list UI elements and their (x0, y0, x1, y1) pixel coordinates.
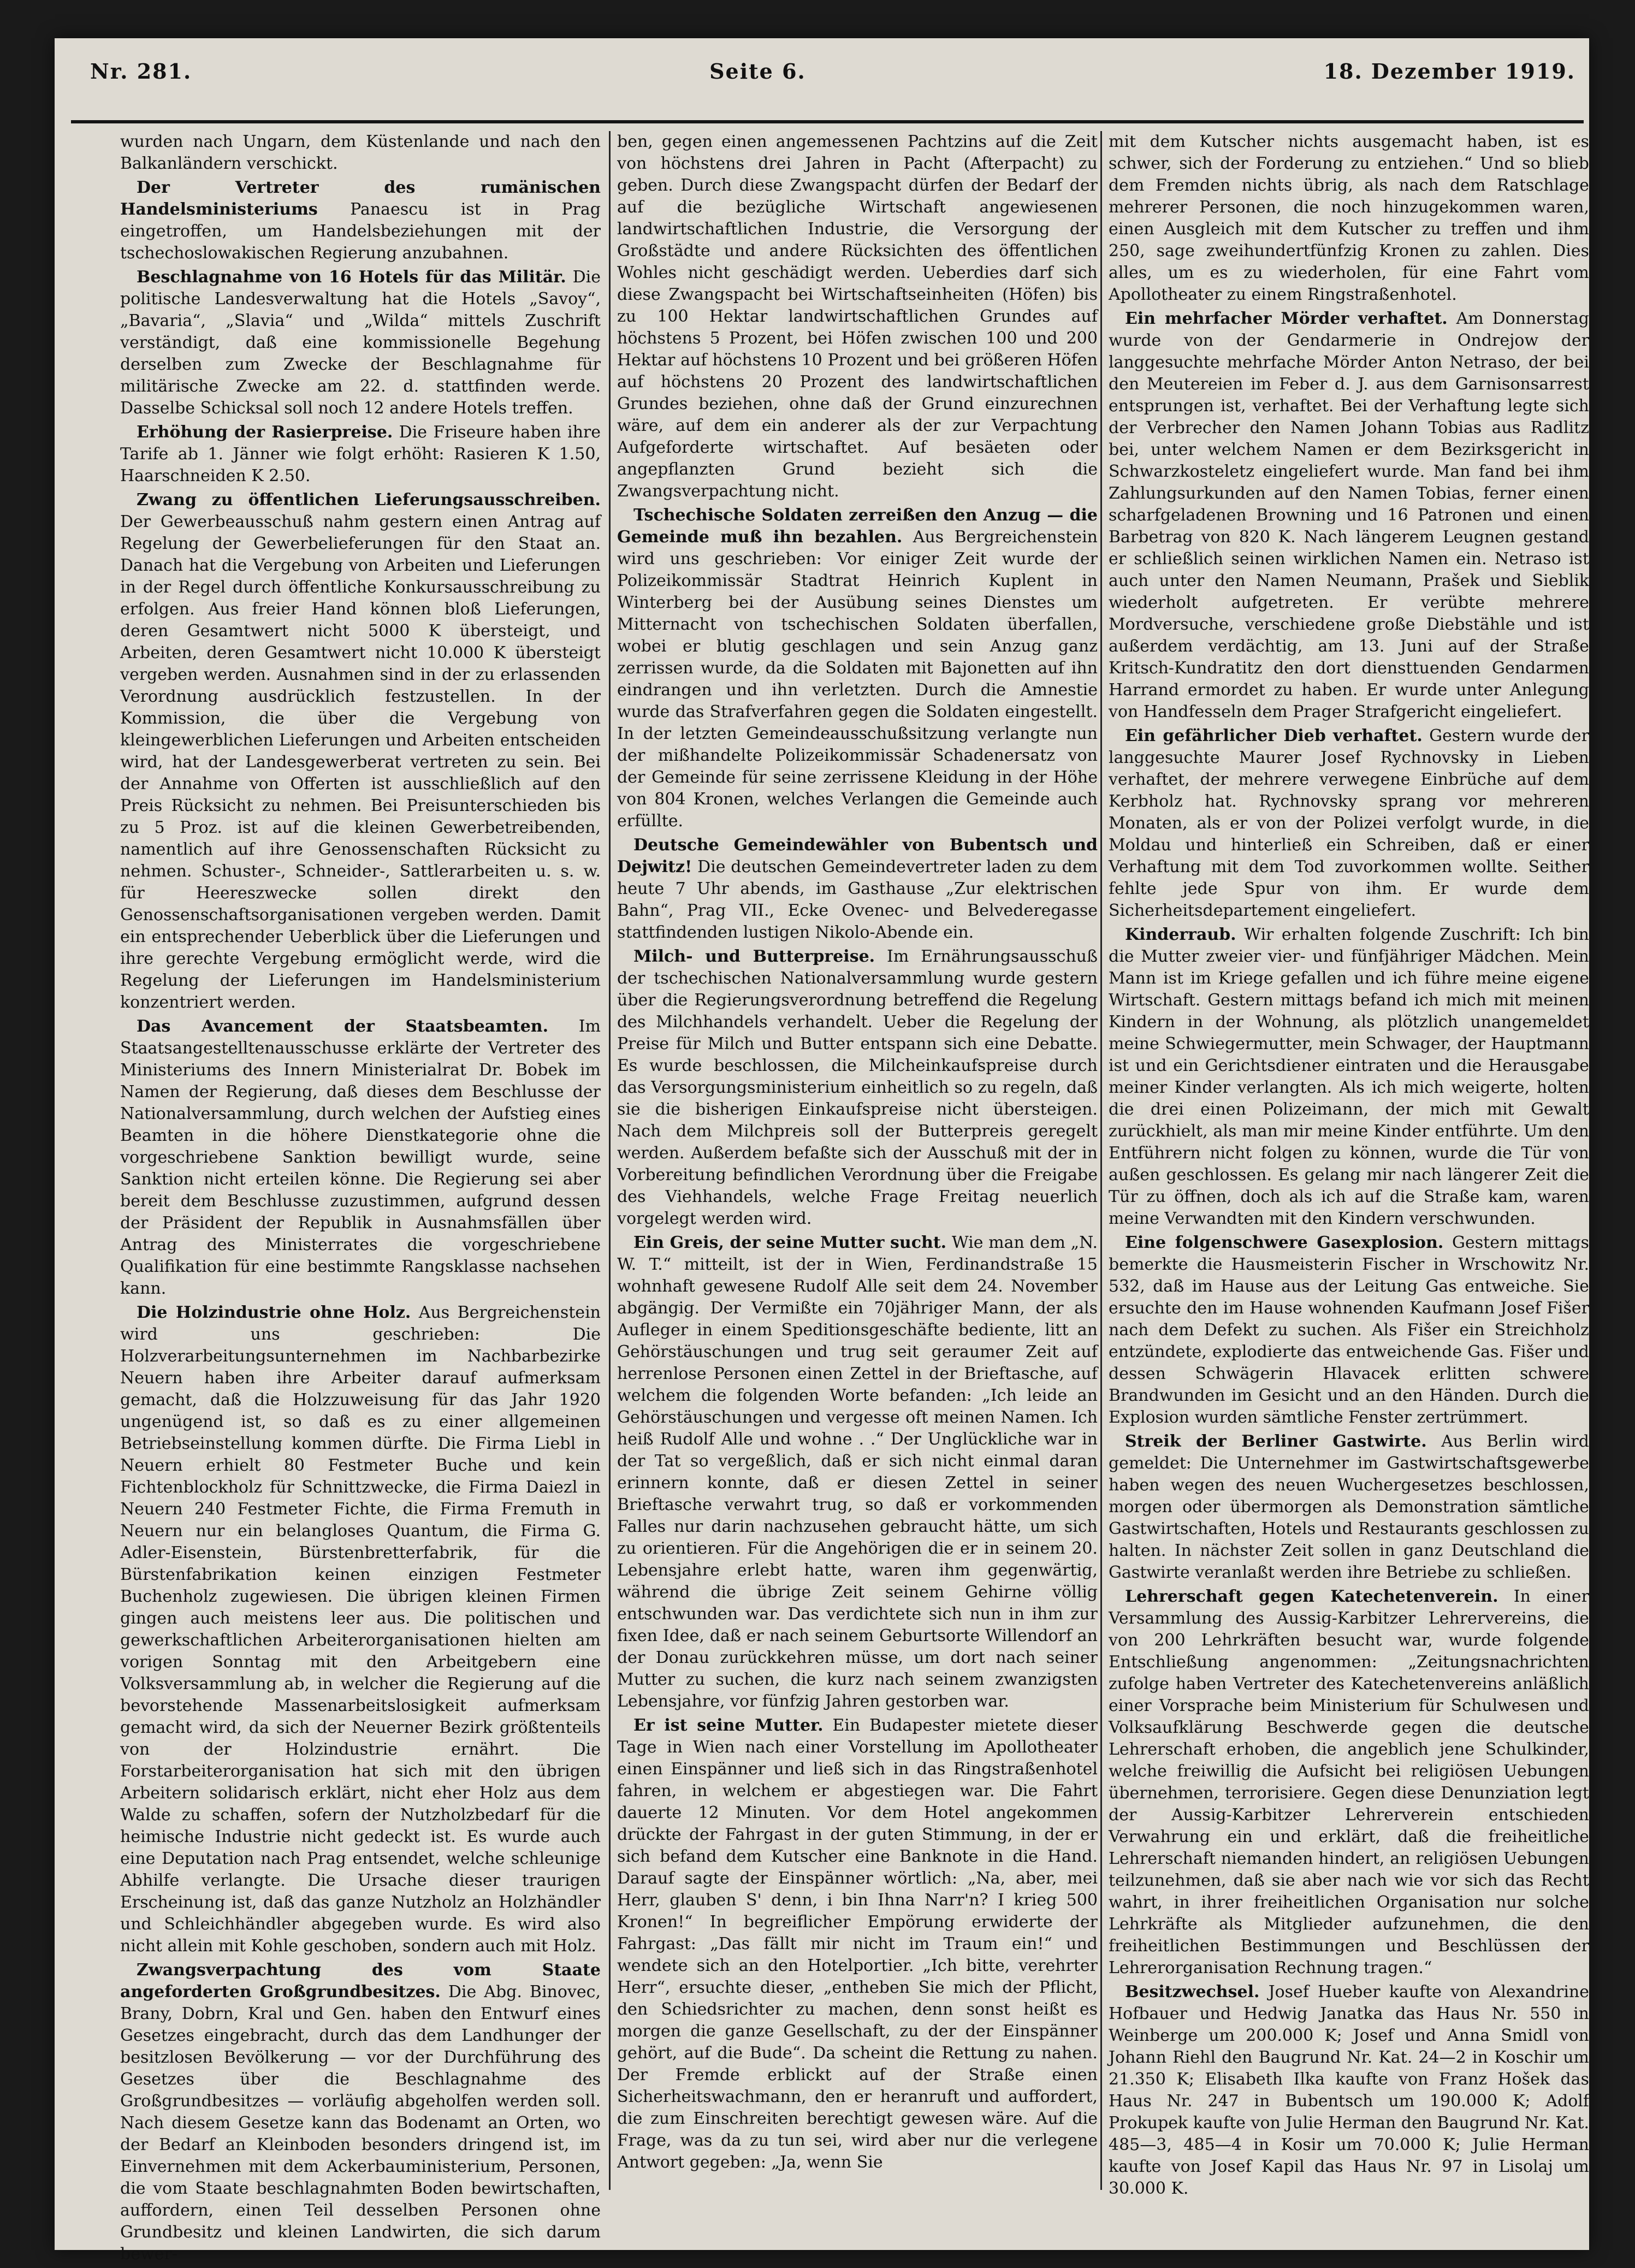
article-headline: Tschechische Soldaten zerreißen den Anzug — die Gemeinde muß ihn bezahlen. (617, 506, 1098, 547)
column-divider (609, 131, 611, 2190)
article-headline: Streik der Berliner Gastwirte. (1125, 1432, 1427, 1451)
column-divider (1100, 131, 1102, 2190)
article-column-2 (617, 131, 1098, 2190)
article-text: Aus Bergreichenstein wird uns geschrieben: Vor einiger Zeit wurde der Polizeikommissär Stadtrat Heinrich Kuplent in Winterberg bei der Ausübung seines Dienstes um Mitternacht von tschechischen Soldaten überfallen, wobei er blutig geschlagen und sein Anzug ganz zerrissen wurde, da die Soldaten mit Bajonetten auf ihn eindrangen und ihn verletzten. Durch die Amnestie wurde das Strafverfahren gegen die Soldaten eingestellt. In der letzten Gemeindeausschußsitzung verlangte nun der mißhandelte Polizeikommissär Schadenersatz von der Gemeinde für seine zerrissene Kleidung in der Höhe von 804 Kronen, welches Verlangen die Gemeinde auch erfüllte. (617, 528, 1098, 831)
article-text: Die politische Landesverwaltung hat die Hotels „Savoy“, „Bavaria“, „Slavia“ und „Wilda“ mittels Zuschrift verständigt, daß eine kommissionelle Begehung derselben zum Zwecke der Beschlagnahme für militärische Zwecke am 22. d. stattfinden werde. Dasselbe Schicksal soll noch 12 andere Hotels treffen. (120, 268, 601, 418)
article-text: In einer Versammlung des Aussig-Karbitzer Lehrervereins, die von 200 Lehrkräften besucht war, wurde folgende Entschließung angenommen: „Zeitungsnachrichten zufolge haben Vertreter des Katechetenvereins anläßlich einer Vorsprache beim Ministerium für Schulwesen und Volksaufklärung Beschwerde gegen die deutsche Lehrerschaft erhoben, die angeblich jene Schulkinder, welche freiwillig die Aufsicht bei religiösen Uebungen übernehmen, terrorisiere. Gegen diese Denunziation legt der Aussig-Karbitzer Lehrerverein entschieden Verwahrung ein und erklärt, daß die freiheitliche Lehrerschaft niemanden hindert, an religiösen Uebungen teilzunehmen, daß sie aber nach wie vor sich das Recht wahrt, in ihrer freiheitlichen Organisation nur solche Lehrkräfte als Mitglieder aufzunehmen, die den freiheitlichen Bestimmungen und Beschlüssen der Lehrerorganisation Rechnung tragen.“ (1109, 1587, 1589, 1977)
article-paragraph (1109, 1232, 1589, 1429)
article-paragraph (1109, 308, 1589, 723)
article-headline: Eine folgenschwere Gasexplosion. (1125, 1233, 1444, 1252)
article-headline: Beschlagnahme von 16 Hotels für das Militär. (137, 268, 566, 287)
article-paragraph (617, 946, 1098, 1230)
article-paragraph (617, 1232, 1098, 1713)
article-headline: Lehrerschaft gegen Katechetenverein. (1125, 1587, 1498, 1606)
article-headline: Er ist seine Mutter. (633, 1716, 824, 1735)
article-headline: Die Holzindustrie ohne Holz. (137, 1303, 411, 1322)
article-headline: Das Avancement der Staatsbeamten. (137, 1017, 549, 1036)
article-text: Die Abg. Binovec, Brany, Dobrn, Kral und Gen. haben den Entwurf eines Gesetzes eingebracht, durch das dem Landhunger der besitzlosen Bevölkerung — vor der Durchführung des Gesetzes über die Beschlagnahme des Großgrundbesitzes — vorläufig abgeholfen werden soll. Nach diesem Gesetze kann das Bodenamt an Orten, wo der Bedarf an Kleinboden besonders dringend ist, im Einvernehmen mit dem Ackerbauministerium, Personen, die vom Staate beschlagnahmten Boden bewirtschaften, auffordern, einen Teil desselben Personen ohne Grundbesitz und kleinen Landwirten, die sich darum bewer- (120, 1982, 601, 2264)
article-paragraph (1109, 924, 1589, 1230)
article-text: Die Friseure haben ihre Tarife ab 1. Jänner wie folgt erhöht: Rasieren K 1.50, Haarschneiden K 2.50. (120, 423, 601, 485)
article-paragraph (1109, 1981, 1589, 2200)
header-rule (71, 120, 1584, 123)
article-text: Josef Hueber kaufte von Alexandrine Hofbauer und Hedwig Janatka das Haus Nr. 550 in Weinberge um 200.000 K; Josef und Anna Smidl von Johann Riehl den Baugrund Nr. Kat. 24—2 in Koschir um 21.350 K; Elisabeth Ilka kaufte von Franz Hošek das Haus Nr. 247 in Bubentsch um 190.000 K; Adolf Prokupek kaufte von Julie Herman den Baugrund Nr. Kat. 485—3, 485—4 in Kosir um 70.000 K; Julie Herman kaufte von Josef Kapil das Haus Nr. 97 in Lisolaj um 30.000 K. (1109, 1982, 1589, 2198)
article-text: Wie man dem „N. W. T.“ mitteilt, ist der in Wien, Ferdinandstraße 15 wohnhaft gewesene Rudolf Alle seit dem 24. November abgängig. Der Vermißte ein 70jähriger Mann, der als Aufleger in einem Speditionsgeschäfte bediente, litt an Gehörstäuschungen und trug seit geraumer Zeit auf herrenlose Personen einen Zettel in der Brieftasche, auf welchem die folgenden Worte befanden: „Ich leide an Gehörstäuschungen und vergesse oft meinen Namen. Ich heiß Rudolf Alle und wohne . .“ Der Unglückliche war in der Tat so vergeßlich, daß er sich nicht einmal daran erinnern konnte, daß er diesen Zettel in seiner Brieftasche verwahrt trug, so daß er vorkommenden Falles nur darin nachzusehen gebraucht hätte, um sich zu orientieren. Für die Angehörigen die er in seinem 20. Lebensjahre erlebt hatte, waren ihm gegenwärtig, während die übrige Zeit seinem Gehirne völlig entschwunden war. Das verdichtete sich nun in ihm zur fixen Idee, daß er nach seinem Geburtsorte Willendorf an der Donau zurückkehren müsse, um dort nach seiner Mutter zu suchen, die kurz nach seinem zwanzigsten Lebensjahre, vor fünfzig Jahren gestorben war. (617, 1233, 1098, 1711)
article-text: Ein Budapester mietete dieser Tage in Wien nach einer Vorstellung im Apollotheater einen Einspänner und ließ sich in das Ringstraßenhotel fahren, in welchem er abgestiegen war. Die Fahrt dauerte 12 Minuten. Vor dem Hotel angekommen drückte der Fahrgast in der guten Stimmung, in der er sich befand dem Kutscher eine Banknote in die Hand. Darauf sagte der Einspänner wörtlich: „Na, aber, mei Herr, glauben S' denn, i bin Ihna Narr'n? I krieg 500 Kronen!“ In begreiflicher Empörung erwiderte der Fahrgast: „Das fällt mir nicht im Traum ein!“ und wendete sich an den Hotelportier. „Ich bitte, verehrter Herr“, ersuchte dieser, „entheben Sie mich der Pflicht, den Schiedsrichter zu machen, denn sonst heißt es morgen die ganze Gesellschaft, zu der der Einspänner gehört, auf die Bude“. Da scheint die Rettung zu nahen. Der Fremde erblickt auf der Straße einen Sicherheitswachmann, den er heranruft und auffordert, die zum Einschreiten berechtigt gewesen wäre. Auf die Frage, was da zu tun sei, wird aber nur die verlegene Antwort gegeben: „Ja, wenn Sie (617, 1716, 1098, 2172)
article-paragraph (1109, 1586, 1589, 1979)
article-text: Aus Bergreichenstein wird uns geschrieben: Die Holzverarbeitungsunternehmen im Nachbarbezirke Neuern haben ihre Arbeiter darauf aufmerksam gemacht, daß die Holzzuweisung für das Jahr 1920 ungenügend ist, so daß es zu einer allgemeinen Betriebseinstellung kommen dürfte. Die Firma Liebl in Neuern erhielt 80 Festmeter Buche und kein Fichtenblockholz für Schnittzwecke, die Firma Daiezl in Neuern 240 Festmeter Fichte, die Firma Fremuth in Neuern nur ein belangloses Quantum, die Firma G. Adler-Eisenstein, Bürstenbretterfabrik, für die Bürstenfabrikation keinen einzigen Festmeter Buchenholz zugewiesen. Die übrigen kleinen Firmen gingen auch meistens leer aus. Die politischen und gewerkschaftlichen Arbeiterorganisationen hielten am vorigen Sonntag mit den Arbeitgebern eine Volksversammlung ab, in welcher die Regierung auf die bevorstehende Massenarbeitslosigkeit aufmerksam gemacht wird, da sich der Neuerner Bezirk größtenteils von der Holzindustrie ernährt. Die Forstarbeiterorganisation hat sich mit den übrigen Arbeitern solidarisch erklärt, nicht eher Holz aus dem Walde zu schaffen, sofern der Nutzholzbedarf für die heimische Industrie nicht gedeckt ist. Es wurde auch eine Deputation nach Prag entsendet, welche schleunige Abhilfe verlangte. Die Ursache dieser traurigen Erscheinung ist, daß das ganze Nutzholz an Holzhändler und Schleichhändler abgegeben wurde. Es wird also nicht allein mit Kohle geschoben, sondern auch mit Holz. (120, 1303, 601, 1956)
article-text: Panaescu ist in Prag eingetroffen, um Handelsbeziehungen mit der tschechoslowakischen Regierung anzubahnen. (120, 200, 601, 263)
article-paragraph (120, 1016, 601, 1300)
article-headline: Deutsche Gemeindewähler von Bubentsch und Dejwitz! (617, 836, 1098, 877)
article-text: Der Gewerbeausschuß nahm gestern einen Antrag auf Regelung der Gewerbelieferungen für den Staat an. Danach hat die Vergebung von Arbeiten und Lieferungen in der Regel durch öffentliche Konkursausschreibung zu erfolgen. Aus freier Hand können bloß Lieferungen, deren Gesamtwert nicht 5000 K übersteigt, und Arbeiten, deren Gesamtwert nicht 10.000 K übersteigt vergeben werden. Ausnahmen sind in der zu erlassenden Verordnung ausdrücklich festzustellen. In der Kommission, die über die Vergebung von kleingewerblichen Lieferungen und Arbeiten entscheiden wird, hat der Landesgewerberat vertreten zu sein. Bei der Annahme von Offerten ist ausschließlich auf den Preis Rücksicht zu nehmen. Bei Preisunterschieden bis zu 5 Proz. ist auf die kleinen Gewerbetreibenden, namentlich auf ihre Genossenschaften Rücksicht zu nehmen. Schuster-, Schneider-, Sattlerarbeiten u. s. w. für Heereszwecke sollen direkt den Genossenschaftsorganisationen vergeben werden. Damit ein entsprechender Ueberblick über die Lieferungen und ihre gerechte Vergebung ermöglicht werde, wird die Regelung der Lieferungen im Handelsministerium konzentriert werden. (120, 512, 601, 1012)
article-headline: Milch- und Butterpreise. (633, 947, 875, 966)
article-headline: Ein gefährlicher Dieb verhaftet. (1125, 726, 1423, 745)
article-text: Im Staatsangestelltenausschusse erklärte der Vertreter des Ministeriums des Innern Ministerialrat Dr. Bobek im Namen der Regierung, daß dieses dem Beschlusse der Nationalversammlung, durch welchen der Aufstieg eines Beamten in die höhere Dienstkategorie ohne die vorgeschriebene Sanktion bewilligt wurde, seine Sanktion nicht erteilen könne. Die Regierung sei aber bereit dem Beschlusse zuzustimmen, aufgrund dessen der Präsident der Republik in Ausnahmsfällen über Antrag des Ministerrates die vorgeschriebene Qualifikation für eine bestimmte Rangsklasse nachsehen kann. (120, 1017, 601, 1298)
article-text: Gestern wurde der langgesuchte Maurer Josef Rychnovsky in Lieben verhaftet, der mehrere verwegene Einbrüche auf dem Kerbholz hat. Rychnovsky sprang vor mehreren Monaten, als er von der Polizei verfolgt wurde, in die Moldau und hinterließ ein Schreiben, daß er einer Verhaftung mit dem Tod zuvorkommen wollte. Seither fehlte jede Spur von ihm. Er wurde dem Sicherheitsdepartement eingeliefert. (1109, 726, 1589, 920)
article-text: wurden nach Ungarn, dem Küstenlande und nach den Balkanländern verschickt. (120, 132, 601, 173)
article-text: Gestern mittags bemerkte die Hausmeisterin Fischer in Wrschowitz Nr. 532, daß im Hause aus der Leitung Gas entweiche. Sie ersuchte den im Hause wohnenden Kaufmann Josef Fišer nach dem Defekt zu suchen. Als Fišer ein Streichholz entzündete, explodierte das entweichende Gas. Fišer und dessen Schwägerin Hlavacek erlitten schwere Brandwunden im Gesicht und an den Händen. Durch die Explosion wurden sämtliche Fenster zertrümmert. (1109, 1233, 1589, 1427)
article-paragraph (617, 131, 1098, 502)
article-headline: Erhöhung der Rasierpreise. (137, 423, 393, 442)
article-paragraph (120, 489, 601, 1014)
article-headline: Ein Greis, der seine Mutter sucht. (633, 1233, 947, 1252)
article-column-1 (120, 131, 601, 2264)
article-paragraph (617, 505, 1098, 832)
issue-date: 18. Dezember 1919. (1323, 58, 1575, 84)
page-number: Seite 6. (709, 58, 806, 84)
article-column-3 (1109, 131, 1589, 2198)
article-paragraph (120, 177, 601, 264)
issue-number: Nr. 281. (90, 58, 192, 84)
article-headline: Ein mehrfacher Mörder verhaftet. (1125, 309, 1448, 328)
article-headline: Zwang zu öffentlichen Lieferungsausschreiben. (137, 490, 601, 510)
article-text: mit dem Kutscher nichts ausgemacht haben, ist es schwer, sich der Forderung zu entziehen.“ Und so blieb dem Fremden nichts übrig, als nach dem Ratschlage mehrerer Personen, die noch hinzugekommen waren, einen Ausgleich mit dem Kutscher zu treffen und ihm 250, sage zweihundertfünfzig Kronen zu zahlen. Dies alles, um es zu wiederholen, für eine Fahrt vom Apollotheater zu einem Ringstraßenhotel. (1109, 132, 1589, 304)
article-paragraph (120, 1302, 601, 1957)
article-paragraph (1109, 725, 1589, 922)
article-paragraph (1109, 131, 1589, 306)
article-paragraph (1109, 1431, 1589, 1584)
article-text: ben, gegen einen angemessenen Pachtzins auf die Zeit von höchstens drei Jahren in Pacht (Afterpacht) zu geben. Durch diese Zwangspacht dürfen der Bedarf der auf die bezügliche Wirtschaft angewiesenen landwirtschaftlichen Industrie, die Versorgung der Großstädte und andere Rücksichten des öffentlichen Wohles nicht geschädigt werden. Ueberdies darf sich diese Zwangspacht bei Wirtschaftseinheiten (Höfen) bis zu 100 Hektar landwirtschaftlichen Grundes auf höchstens 5 Prozent, bei Höfen zwischen 100 und 200 Hektar auf höchstens 10 Prozent und bei größeren Höfen auf höchstens 20 Prozent des landwirtschaftlichen Grundes beziehen, ohne daß der Grund einzurechnen wäre, auf dem ein anderer als der zur Verpachtung Aufgeforderte wirtschaftet. Auf besäeten oder angepflanzten Grund bezieht sich die Zwangsverpachtung nicht. (617, 132, 1098, 501)
article-paragraph (617, 1715, 1098, 2174)
article-headline: Besitzwechsel. (1125, 1982, 1260, 2001)
article-paragraph (120, 422, 601, 487)
article-headline: Der Vertreter des rumänischen Handelsministeriums (120, 178, 601, 219)
article-headline: Zwangsverpachtung des vom Staate angeforderten Großgrundbesitzes. (120, 1961, 601, 2001)
article-text: Im Ernährungsausschuß der tschechischen Nationalversammlung wurde gestern über die Regierungsverordnung betreffend die Regelung des Milchhandels verhandelt. Ueber die Regelung der Preise für Milch und Butter entspann sich eine Debatte. Es wurde beschlossen, die Milcheinkaufspreise durch das Versorgungsministerium einheitlich so zu regeln, daß sie die bisherigen Einkaufspreise nicht übersteigen. Nach dem Milchpreis soll der Butterpreis geregelt werden. Außerdem befaßte sich der Ausschuß mit der in Vorbereitung befindlichen Verordnung über die Freigabe des Viehhandels, welche Frage Freitag neuerlich vorgelegt werden wird. (617, 947, 1098, 1228)
article-paragraph (120, 267, 601, 419)
article-paragraph (617, 834, 1098, 944)
article-text: Die deutschen Gemeindevertreter laden zu dem heute 7 Uhr abends, im Gasthause „Zur elektrischen Bahn“, Prag VII., Ecke Ovenec- und Belvederegasse stattfindenden lustigen Nikolo-Abende ein. (617, 857, 1098, 942)
article-text: Aus Berlin wird gemeldet: Die Unternehmer im Gastwirtschaftsgewerbe haben wegen des neuen Wuchergesetzes beschlossen, morgen oder übermorgen als Demonstration sämtliche Gastwirtschaften, Hotels und Restaurants geschlossen zu halten. In nächster Zeit sollen in ganz Deutschland die Gastwirte veranlaßt werden ihre Betriebe zu schließen. (1109, 1432, 1589, 1582)
article-headline: Kinderraub. (1125, 925, 1236, 944)
article-text: Am Donnerstag wurde von der Gendarmerie in Ondrejow der langgesuchte mehrfache Mörder Anton Netraso, der bei den Meutereien im Feber d. J. aus dem Garnisonsarrest entsprungen ist, verhaftet. Bei der Verhaftung legte sich der Verbrecher den Namen Johann Tobias aus Radlitz bei, unter welchem Namen er dem Bezirksgericht in Schwarzkosteletz eingeliefert wurde. Man fand bei ihm Zahlungsurkunden auf den Namen Tobias, ferner einen scharfgeladenen Browning und 16 Patronen und einen Barbetrag von 820 K. Nach längerem Leugnen gestand er schließlich seinen wirklichen Namen ein. Netraso ist auch unter den Namen Neumann, Prašek und Sieblik wiederholt aufgetreten. Er verübte mehrere Mordversuche, verschiedene große Diebstähle und ist außerdem verdächtig, am 13. Juni auf der Straße Kritsch-Kundratitz den dort diensttuenden Gendarmen Harrand ermordet zu haben. Er wurde unter Anlegung von Handfesseln dem Prager Strafgericht eingeliefert. (1109, 309, 1589, 721)
article-paragraph (120, 131, 601, 175)
article-paragraph (120, 1959, 601, 2265)
article-text: Wir erhalten folgende Zuschrift: Ich bin die Mutter zweier vier- und fünfjähriger Mädchen. Mein Mann ist im Kriege gefallen und ich führe meine eigene Wirtschaft. Gestern mittags befand ich mich mit meinen Kindern in der Wohnung, als plötzlich unangemeldet meine Schwiegermutter, mein Schwager, der Hauptmann ist und ein Gerichtsdiener eintraten und die Herausgabe meiner Kinder verlangten. Als ich mich weigerte, holten die drei einen Polizeimann, der mich mit Gewalt zurückhielt, als man mir meine Kinder entführte. Um den Entführern nicht folgen zu können, wurde die Tür von außen geschlossen. Es gelang mir nach längerer Zeit die Tür zu öffnen, doch als ich auf die Straße kam, waren meine Verwandten mit den Kindern verschwunden. (1109, 925, 1589, 1228)
page-header (90, 55, 1575, 87)
